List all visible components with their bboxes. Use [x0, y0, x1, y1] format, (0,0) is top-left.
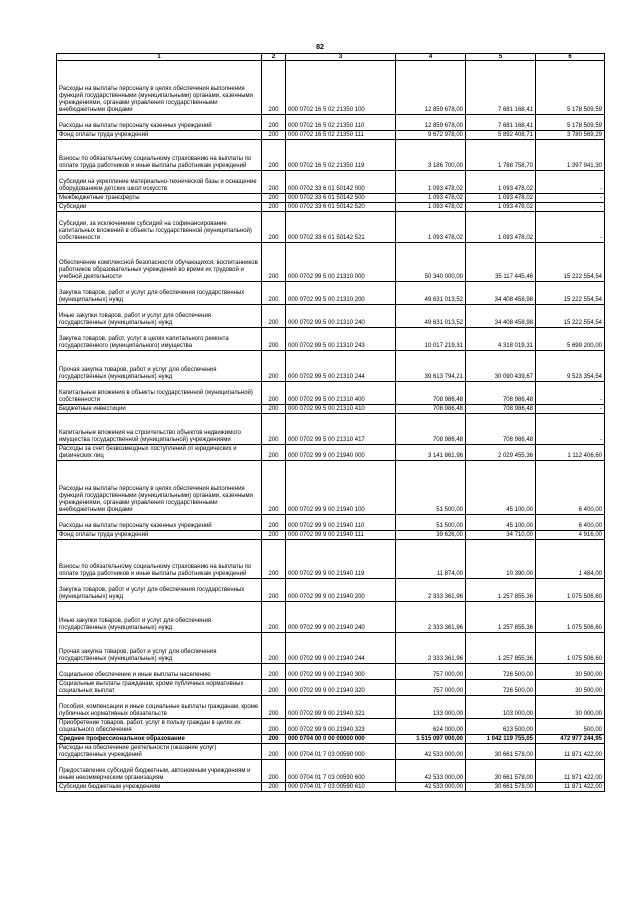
table-row	[57, 243, 605, 282]
table-row	[57, 61, 605, 115]
row-name-cell: Расходы на выплаты персоналу в целях обеспечения выполнения функций государственными (муниципальными) органами, казенными учреждениями, органами управления государственными внебюджетными фондами	[57, 61, 262, 115]
row-code-cell: 200	[262, 579, 286, 602]
row-code-cell: 200	[262, 414, 286, 445]
row-unexecuted-cell: 6 400,00	[536, 461, 605, 515]
row-unexecuted-cell: 11 871 422,00	[536, 783, 605, 792]
table-row	[57, 664, 605, 680]
row-code-cell: 200	[262, 531, 286, 540]
row-kbk-cell: 000 0702 99 5 00 21310 000	[286, 243, 396, 282]
row-executed-cell: 1 093 478,02	[466, 194, 536, 203]
row-approved-cell: 624 000,00	[396, 719, 466, 735]
row-name-cell: Расходы на обеспечение деятельности (оказание услуг) государственных учреждений	[57, 744, 262, 760]
row-executed-cell: 1 093 478,02	[466, 212, 536, 243]
row-name-cell: Фонд оплаты труда учреждений	[57, 131, 262, 140]
row-name-cell: Иные закупки товаров, работ и услуг для обеспечения государственных (муниципальных) нужд	[57, 602, 262, 633]
row-executed-cell: 726 500,00	[466, 680, 536, 696]
table-row	[57, 194, 605, 203]
row-executed-cell: 34 408 458,98	[466, 282, 536, 305]
table-row	[57, 305, 605, 328]
row-executed-cell: 103 000,00	[466, 696, 536, 719]
table-row	[57, 212, 605, 243]
row-approved-cell: 2 333 361,96	[396, 633, 466, 664]
row-kbk-cell: 000 0702 99 9 00 21940 244	[286, 633, 396, 664]
row-code-cell: 200	[262, 445, 286, 461]
row-executed-cell: 1 257 855,36	[466, 602, 536, 633]
table-row	[57, 515, 605, 531]
row-kbk-cell: 000 0702 99 9 00 21940 240	[286, 602, 396, 633]
row-unexecuted-cell: -	[536, 414, 605, 445]
row-approved-cell: 1 515 097 000,00	[396, 735, 466, 744]
row-approved-cell: 12 859 678,00	[396, 61, 466, 115]
table-row	[57, 115, 605, 131]
table-row	[57, 203, 605, 212]
row-kbk-cell: 000 0702 99 5 00 21310 243	[286, 328, 396, 351]
budget-table	[56, 53, 605, 792]
row-approved-cell: 757 000,00	[396, 680, 466, 696]
row-unexecuted-cell: 15 222 554,54	[536, 282, 605, 305]
row-kbk-cell: 000 0702 16 5 02 21350 100	[286, 61, 396, 115]
row-approved-cell: 708 986,48	[396, 382, 466, 405]
column-header-3: 3	[286, 54, 396, 61]
row-unexecuted-cell: 15 222 554,54	[536, 243, 605, 282]
table-header-row	[57, 54, 605, 61]
row-executed-cell: 708 986,48	[466, 382, 536, 405]
table-row	[57, 282, 605, 305]
row-unexecuted-cell: -	[536, 171, 605, 194]
row-executed-cell: 708 986,48	[466, 414, 536, 445]
table-row	[57, 140, 605, 171]
row-executed-cell: 45 100,00	[466, 515, 536, 531]
row-unexecuted-cell: 3 780 569,29	[536, 131, 605, 140]
row-name-cell: Бюджетные инвестиции	[57, 405, 262, 414]
row-name-cell: Межбюджетные трансферты	[57, 194, 262, 203]
row-unexecuted-cell: 1 075 506,60	[536, 602, 605, 633]
row-executed-cell: 35 117 445,46	[466, 243, 536, 282]
row-code-cell: 200	[262, 382, 286, 405]
table-row	[57, 461, 605, 515]
row-approved-cell: 11 874,00	[396, 540, 466, 579]
table-row	[57, 531, 605, 540]
row-unexecuted-cell: 4 916,00	[536, 531, 605, 540]
row-executed-cell: 4 318 019,31	[466, 328, 536, 351]
row-unexecuted-cell: 1 397 941,30	[536, 140, 605, 171]
table-row	[57, 131, 605, 140]
row-unexecuted-cell: -	[536, 382, 605, 405]
row-kbk-cell: 000 0702 99 5 00 21310 400	[286, 382, 396, 405]
table-row	[57, 579, 605, 602]
row-code-cell: 200	[262, 203, 286, 212]
row-code-cell: 200	[262, 719, 286, 735]
row-approved-cell: 49 631 013,52	[396, 282, 466, 305]
row-executed-cell: 1 788 758,70	[466, 140, 536, 171]
row-name-cell: Взносы по обязательному социальному страхованию на выплаты по оплате труда работников и иные выплаты работникам учреждений	[57, 140, 262, 171]
row-code-cell: 200	[262, 515, 286, 531]
row-code-cell: 200	[262, 680, 286, 696]
row-kbk-cell: 000 0702 99 9 00 21940 100	[286, 461, 396, 515]
row-approved-cell: 757 000,00	[396, 664, 466, 680]
row-unexecuted-cell: 30 500,00	[536, 664, 605, 680]
row-approved-cell: 3 186 700,00	[396, 140, 466, 171]
row-approved-cell: 1 093 478,02	[396, 203, 466, 212]
row-unexecuted-cell: 9 523 354,54	[536, 351, 605, 382]
row-executed-cell: 30 661 578,00	[466, 760, 536, 783]
row-name-cell: Социальные выплаты гражданам, кроме публичных нормативных социальных выплат	[57, 680, 262, 696]
table-row	[57, 719, 605, 735]
row-executed-cell: 34 710,00	[466, 531, 536, 540]
row-approved-cell: 2 333 361,96	[396, 579, 466, 602]
row-unexecuted-cell: 15 222 554,54	[536, 305, 605, 328]
row-code-cell: 200	[262, 633, 286, 664]
row-kbk-cell: 000 0702 99 5 00 21310 244	[286, 351, 396, 382]
row-name-cell: Приобретение товаров, работ, услуг в пользу граждан в целях их социального обеспечения	[57, 719, 262, 735]
table-row	[57, 540, 605, 579]
row-kbk-cell: 000 0702 99 9 00 21940 200	[286, 579, 396, 602]
row-unexecuted-cell: 5 178 509,59	[536, 61, 605, 115]
row-kbk-cell: 000 0702 99 9 00 21940 111	[286, 531, 396, 540]
table-row	[57, 744, 605, 760]
row-code-cell: 200	[262, 212, 286, 243]
row-name-cell: Расходы за счет безвозмездных поступлений от юридических и физических лиц	[57, 445, 262, 461]
column-header-5: 5	[466, 54, 536, 61]
row-code-cell: 200	[262, 602, 286, 633]
row-kbk-cell: 000 0702 16 5 02 21350 110	[286, 115, 396, 131]
row-unexecuted-cell: 6 400,00	[536, 515, 605, 531]
row-approved-cell: 9 672 978,00	[396, 131, 466, 140]
row-approved-cell: 42 533 000,00	[396, 760, 466, 783]
table-row	[57, 783, 605, 792]
table-row	[57, 405, 605, 414]
row-name-cell: Субсидии на укрепление материально-технической базы и оснащение оборудованием детских школ искусств	[57, 171, 262, 194]
row-name-cell: Субсидии, за исключением субсидий на софинансирование капитальных вложений в объекты государственной (муниципальной) собственности	[57, 212, 262, 243]
row-executed-cell: 1 042 119 755,05	[466, 735, 536, 744]
row-kbk-cell: 000 0704 01 7 03 00590 000	[286, 744, 396, 760]
row-unexecuted-cell: 500,00	[536, 719, 605, 735]
row-kbk-cell: 000 0702 99 9 00 21940 000	[286, 445, 396, 461]
row-unexecuted-cell: 472 977 244,95	[536, 735, 605, 744]
row-code-cell: 200	[262, 140, 286, 171]
row-kbk-cell: 000 0702 33 6 01 50142 520	[286, 203, 396, 212]
row-name-cell: Расходы на выплаты персоналу казенных учреждений	[57, 515, 262, 531]
table-row	[57, 680, 605, 696]
row-code-cell: 200	[262, 328, 286, 351]
row-code-cell: 200	[262, 305, 286, 328]
row-unexecuted-cell: 5 178 509,59	[536, 115, 605, 131]
row-code-cell: 200	[262, 735, 286, 744]
row-name-cell: Пособия, компенсации и иные социальные выплаты гражданам, кроме публичных нормативных обязательств	[57, 696, 262, 719]
row-name-cell: Закупка товаров, работ и услуг для обеспечения государственных (муниципальных) нужд	[57, 579, 262, 602]
row-kbk-cell: 000 0702 99 9 00 21940 300	[286, 664, 396, 680]
row-approved-cell: 51 500,00	[396, 515, 466, 531]
row-code-cell: 200	[262, 243, 286, 282]
row-name-cell: Прочая закупка товаров, работ и услуг для обеспечения государственных (муниципальных) нужд	[57, 351, 262, 382]
row-kbk-cell: 000 0702 33 6 01 50142 521	[286, 212, 396, 243]
column-header-2: 2	[262, 54, 286, 61]
row-name-cell: Прочая закупка товаров, работ и услуг для обеспечения государственных (муниципальных) нужд	[57, 633, 262, 664]
table-row	[57, 328, 605, 351]
row-executed-cell: 1 257 855,36	[466, 579, 536, 602]
row-executed-cell: 623 500,00	[466, 719, 536, 735]
row-code-cell: 200	[262, 783, 286, 792]
row-executed-cell: 10 390,00	[466, 540, 536, 579]
row-code-cell: 200	[262, 405, 286, 414]
row-executed-cell: 34 408 458,98	[466, 305, 536, 328]
row-name-cell: Расходы на выплаты персоналу казенных учреждений	[57, 115, 262, 131]
row-unexecuted-cell: 1 075 506,60	[536, 633, 605, 664]
row-executed-cell: 1 257 855,36	[466, 633, 536, 664]
row-code-cell: 200	[262, 461, 286, 515]
row-name-cell: Среднее профессиональное образование	[57, 735, 262, 744]
row-kbk-cell: 000 0702 99 5 00 21310 240	[286, 305, 396, 328]
row-kbk-cell: 000 0702 33 6 01 50142 000	[286, 171, 396, 194]
table-row	[57, 351, 605, 382]
row-unexecuted-cell: -	[536, 203, 605, 212]
row-name-cell: Предоставление субсидий бюджетным, автономным учреждениям и иным некоммерческим организациям	[57, 760, 262, 783]
row-name-cell: Фонд оплаты труда учреждений	[57, 531, 262, 540]
row-approved-cell: 1 093 478,02	[396, 171, 466, 194]
row-executed-cell: 726 500,00	[466, 664, 536, 680]
table-row	[57, 735, 605, 744]
row-code-cell: 200	[262, 744, 286, 760]
row-kbk-cell: 000 0702 99 9 00 21940 110	[286, 515, 396, 531]
page-number: 82	[316, 44, 324, 51]
row-executed-cell: 7 681 168,41	[466, 115, 536, 131]
row-approved-cell: 50 340 000,00	[396, 243, 466, 282]
row-code-cell: 200	[262, 351, 286, 382]
row-name-cell: Взносы по обязательному социальному страхованию на выплаты по оплате труда работников и иные выплаты работникам учреждений	[57, 540, 262, 579]
row-name-cell: Расходы на выплаты персоналу в целях обеспечения выполнения функций государственными (муниципальными) органами, казенными учреждениями, органами управления государственными внебюджетными фондами	[57, 461, 262, 515]
row-unexecuted-cell: 1 112 406,60	[536, 445, 605, 461]
row-approved-cell: 2 333 361,96	[396, 602, 466, 633]
row-unexecuted-cell: 1 484,00	[536, 540, 605, 579]
row-approved-cell: 51 500,00	[396, 461, 466, 515]
row-kbk-cell: 000 0702 99 5 00 21310 200	[286, 282, 396, 305]
table-row	[57, 760, 605, 783]
row-name-cell: Капитальные вложения в объекты государственной (муниципальной) собственности	[57, 382, 262, 405]
row-executed-cell: 7 681 168,41	[466, 61, 536, 115]
row-kbk-cell: 000 0702 16 5 02 21350 111	[286, 131, 396, 140]
row-unexecuted-cell: 30 000,00	[536, 696, 605, 719]
row-kbk-cell: 000 0702 99 5 00 21310 417	[286, 414, 396, 445]
row-approved-cell: 708 986,48	[396, 405, 466, 414]
row-unexecuted-cell: 1 075 506,60	[536, 579, 605, 602]
table-row	[57, 382, 605, 405]
table-row	[57, 602, 605, 633]
row-name-cell: Социальное обеспечение и иные выплаты населению	[57, 664, 262, 680]
row-name-cell: Субсидии бюджетным учреждениям	[57, 783, 262, 792]
row-kbk-cell: 000 0702 33 6 01 50142 500	[286, 194, 396, 203]
column-header-4: 4	[396, 54, 466, 61]
row-name-cell: Закупка товаров, работ, услуг в целях капитального ремонта государственного (муниципального) имущества	[57, 328, 262, 351]
row-name-cell: Закупка товаров, работ и услуг для обеспечения государственных (муниципальных) нужд	[57, 282, 262, 305]
row-approved-cell: 3 141 861,96	[396, 445, 466, 461]
row-approved-cell: 39 613 794,21	[396, 351, 466, 382]
row-executed-cell: 1 093 478,02	[466, 171, 536, 194]
column-header-1: 1	[57, 54, 262, 61]
row-unexecuted-cell: -	[536, 194, 605, 203]
row-approved-cell: 12 859 678,00	[396, 115, 466, 131]
row-name-cell: Обеспечение комплексной безопасности обучающихся, воспитанников работников образовательных учреждений во время их трудовой и учебной деятельности	[57, 243, 262, 282]
column-header-6: 6	[536, 54, 605, 61]
table-row	[57, 414, 605, 445]
row-code-cell: 200	[262, 115, 286, 131]
row-executed-cell: 30 661 578,00	[466, 744, 536, 760]
row-kbk-cell: 000 0704 01 7 03 00590 600	[286, 760, 396, 783]
row-kbk-cell: 000 0702 99 9 00 21940 323	[286, 719, 396, 735]
row-unexecuted-cell: -	[536, 405, 605, 414]
row-approved-cell: 708 986,48	[396, 414, 466, 445]
row-approved-cell: 42 533 000,00	[396, 783, 466, 792]
row-executed-cell: 1 093 478,02	[466, 203, 536, 212]
table-body	[57, 61, 605, 792]
row-approved-cell: 49 631 013,52	[396, 305, 466, 328]
row-unexecuted-cell: 5 699 200,00	[536, 328, 605, 351]
row-approved-cell: 133 000,00	[396, 696, 466, 719]
row-name-cell: Субсидии	[57, 203, 262, 212]
row-name-cell: Иные закупки товаров, работ и услуг для обеспечения государственных (муниципальных) нужд	[57, 305, 262, 328]
row-code-cell: 200	[262, 540, 286, 579]
row-unexecuted-cell: 30 500,00	[536, 680, 605, 696]
row-kbk-cell: 000 0702 16 5 02 21350 119	[286, 140, 396, 171]
row-unexecuted-cell: 11 871 422,00	[536, 744, 605, 760]
row-name-cell: Капитальные вложения на строительство объектов недвижимого имущества государственной (муниципальной) учреждениями	[57, 414, 262, 445]
table-row	[57, 696, 605, 719]
row-executed-cell: 5 892 408,71	[466, 131, 536, 140]
table-row	[57, 445, 605, 461]
row-executed-cell: 2 029 455,36	[466, 445, 536, 461]
row-kbk-cell: 000 0702 99 9 00 21940 119	[286, 540, 396, 579]
row-executed-cell: 708 986,48	[466, 405, 536, 414]
row-executed-cell: 30 661 578,00	[466, 783, 536, 792]
row-approved-cell: 42 533 000,00	[396, 744, 466, 760]
row-code-cell: 200	[262, 760, 286, 783]
row-approved-cell: 1 093 478,02	[396, 194, 466, 203]
row-unexecuted-cell: 11 871 422,00	[536, 760, 605, 783]
table-row	[57, 171, 605, 194]
row-code-cell: 200	[262, 194, 286, 203]
row-kbk-cell: 000 0704 00 0 00 00000 000	[286, 735, 396, 744]
row-approved-cell: 10 017 219,31	[396, 328, 466, 351]
table-row	[57, 633, 605, 664]
row-code-cell: 200	[262, 171, 286, 194]
row-unexecuted-cell: -	[536, 212, 605, 243]
row-kbk-cell: 000 0702 99 9 00 21940 321	[286, 696, 396, 719]
row-code-cell: 200	[262, 664, 286, 680]
row-code-cell: 200	[262, 696, 286, 719]
row-executed-cell: 30 090 439,67	[466, 351, 536, 382]
row-code-cell: 200	[262, 131, 286, 140]
row-kbk-cell: 000 0702 99 9 00 21940 320	[286, 680, 396, 696]
row-approved-cell: 1 093 478,02	[396, 212, 466, 243]
row-code-cell: 200	[262, 61, 286, 115]
row-approved-cell: 39 626,00	[396, 531, 466, 540]
row-executed-cell: 45 100,00	[466, 461, 536, 515]
row-kbk-cell: 000 0704 01 7 03 00590 610	[286, 783, 396, 792]
row-code-cell: 200	[262, 282, 286, 305]
row-kbk-cell: 000 0702 99 5 00 21310 410	[286, 405, 396, 414]
